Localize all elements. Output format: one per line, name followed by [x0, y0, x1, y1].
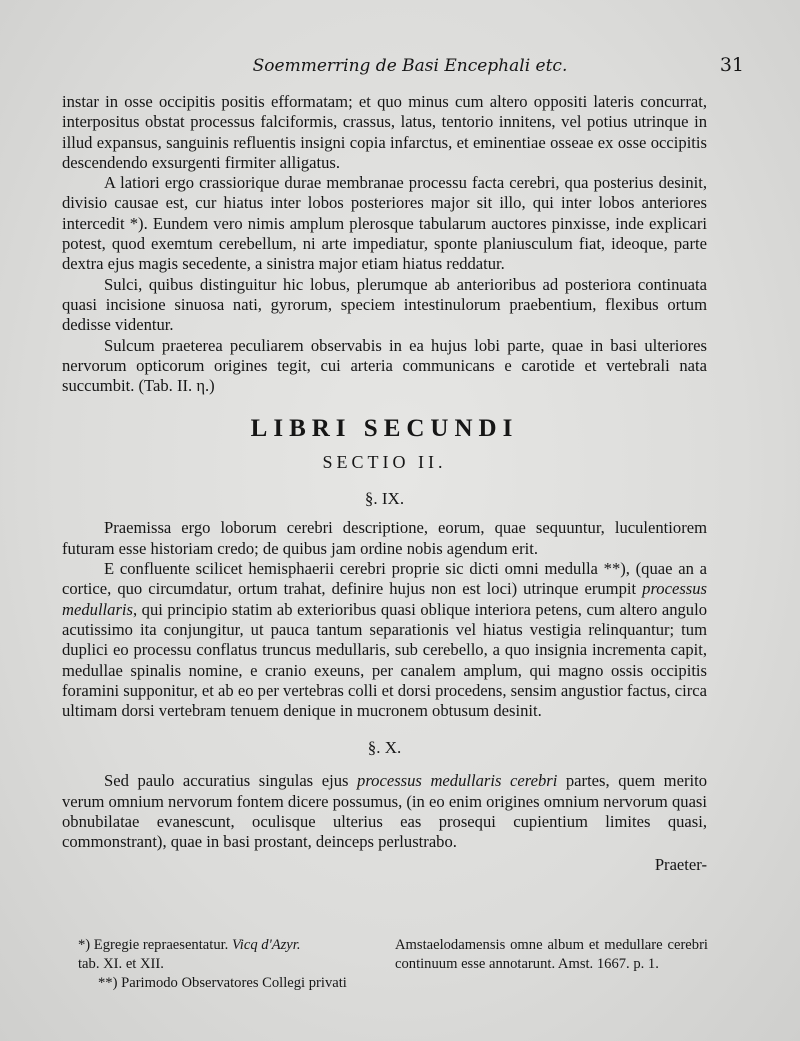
italic-term: processus medullaris — [62, 579, 707, 619]
running-head: Soemmerring de Basi Encephali etc. — [252, 56, 568, 76]
footnote-column-left — [78, 936, 383, 993]
footnote-text: **) Parimodo Observatores Collegi privati — [98, 975, 347, 991]
italic-term: processus medullaris cerebri — [357, 771, 558, 791]
paragraph — [62, 559, 707, 721]
paragraph-text: partes, quem merito verum omnium nervorum fontem dicere possumus, (in eo enim origines omnium nervorum quasi obnubilatae evanescunt, oculisque ulterius eas prosequi cupientium limites quasi, commonstrant), quae in basi prostant, deinceps perlustrabo. — [62, 771, 707, 852]
footnote-2 — [78, 974, 383, 993]
footnote-2-continued: Amstaelodamensis omne album et medullare cerebri continuum esse annotarunt. Amst. 1667. p. 1. — [395, 937, 708, 972]
paragraph-text: E confluente scilicet hemisphaerii cerebri proprie sic dicti omni medulla **), (quae an a cortice, quo circumdatur, ortum trahat, definire hujus non est loci) utrinque erumpit — [62, 559, 707, 599]
footnote-column-right — [395, 936, 708, 974]
paragraph: Sulcum praeterea peculiarem observabis in ea hujus lobi parte, quae in basi ulteriores nervorum opticorum origines tegit, cui arteria communicans e carotide et vertebrali nata succumbit. (Tab. II. η.) — [62, 335, 707, 396]
paragraph: A latiori ergo crassiorique durae membranae processu facta cerebri, qua posterius desinit, divisio causae est, cur hiatus inter lobos posteriores major sit illo, qui inter lobos anteriores intercedit *). Eundem vero nimis amplum plerosque tabularum auctores pinxisse, inde explicari potest, quod exemtum cerebellum, ni arte impediatur, sponte planiusculum fiat, ideoque, parte dextra ejus magis secedente, a sinistra major etiam hiatus reddatur. — [62, 173, 707, 274]
section-mark-ix: §. IX. — [364, 489, 405, 509]
paragraph — [62, 771, 707, 852]
paragraph-text: , qui principio statim ab exterioribus quasi oblique interiora petens, cum altero angulo acutissimo ita conjungitur, ut pauca tantum separationis vel hiatus vestigia relinquantur; tum duplici eo processu conflatus truncus medullaris, sub cerebello, a quo insignia incrementa capit, medullae spinalis nomine, e cranio exeuns, per canalem amplum, qui magno ossis occipitis foramini supponitur, et ab eo per vertebras colli et dorsi procedens, sensim angustior factus, circa ultimam dorsi vertebram tenuem denique in mucronem obtusum desinit. — [62, 599, 707, 721]
footnote-1 — [78, 936, 383, 955]
paragraph: Praemissa ergo loborum cerebri descriptione, eorum, quae sequuntur, luculentiorem futuram esse historiam credo; de quibus jam ordine nobis agendum erit. — [62, 518, 707, 558]
page-header — [60, 52, 760, 82]
paragraph-continued: instar in osse occipitis positis efformatam; et quo minus cum altero oppositi lateris concurrat, interpositus obstat processus falciformis, crassus, latus, tentorio innitens, vel potius utrinque in illud expansus, sanguinis refluentis insigni copia infarctus, et eminentiae osseae ex osse occipitis descendendo exsurgenti firmiter alligatus. — [62, 92, 707, 172]
section-heading: SECTIO II. — [322, 452, 447, 473]
page-number: 31 — [719, 54, 744, 76]
section-mark-x: §. X. — [367, 738, 402, 758]
book-heading: LIBRI SECUNDI — [250, 415, 519, 443]
catchword: Praeter- — [654, 854, 707, 874]
footnote-author: Vicq d'Azyr. — [231, 937, 301, 953]
page-body — [62, 92, 707, 875]
paragraph-text: Sed paulo accuratius singulas ejus — [104, 771, 358, 791]
footnote-text: *) Egregie repraesentatur. — [78, 937, 232, 953]
footnote-1-continued: tab. XI. et XII. — [78, 956, 164, 972]
paragraph: Sulci, quibus distinguitur hic lobus, plerumque ab anterioribus ad posteriora continuata quasi incisione sinuosa nati, gyrorum, speciem intestinulorum praebentium, flexibus ortum dedisse videntur. — [62, 274, 707, 335]
